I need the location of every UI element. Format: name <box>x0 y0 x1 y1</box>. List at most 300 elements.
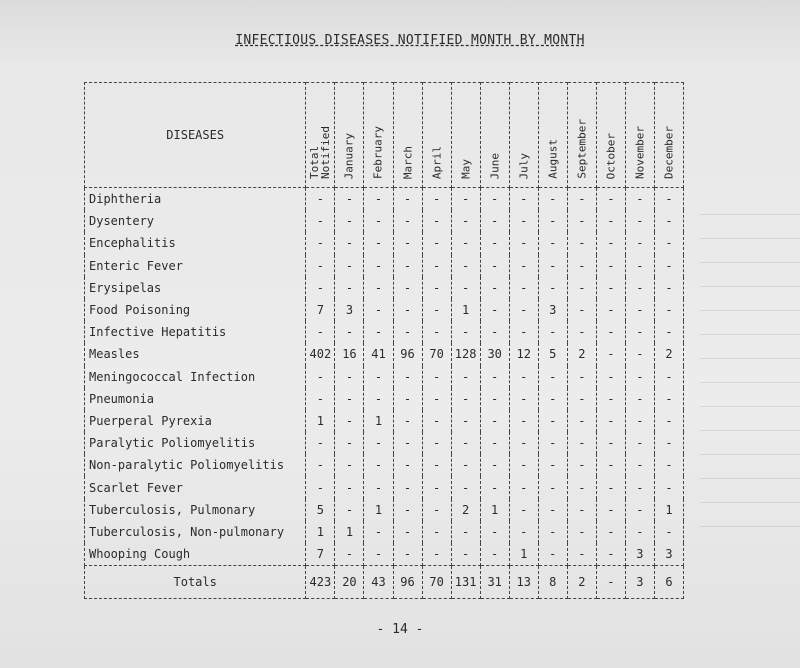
column-header-label: Total Notified <box>308 126 333 179</box>
table-cell: - <box>625 299 654 321</box>
table-cell: - <box>364 255 393 277</box>
table-cell: 7 <box>306 543 335 566</box>
disease-name: Measles <box>85 343 306 365</box>
table-cell: - <box>335 388 364 410</box>
table-row <box>85 499 684 521</box>
table-cell: - <box>625 321 654 343</box>
table-cell: - <box>306 232 335 254</box>
table-cell: - <box>625 343 654 365</box>
table-cell: - <box>422 388 451 410</box>
table-cell: - <box>538 210 567 232</box>
table-cell: - <box>451 432 480 454</box>
table-cell: - <box>422 232 451 254</box>
table-cell: - <box>422 476 451 498</box>
table-cell: 3 <box>335 299 364 321</box>
table-row <box>85 321 684 343</box>
table-cell: - <box>393 521 422 543</box>
table-cell: 1 <box>654 499 683 521</box>
table-cell: - <box>654 476 683 498</box>
table-cell: - <box>364 454 393 476</box>
totals-cell: 6 <box>654 566 683 599</box>
table-cell: - <box>364 366 393 388</box>
table-cell: - <box>596 343 625 365</box>
table-cell: - <box>625 366 654 388</box>
table-cell: - <box>509 521 538 543</box>
table-cell: 2 <box>654 343 683 365</box>
column-header-label: August <box>546 139 560 179</box>
table-cell: - <box>538 188 567 211</box>
table-cell: - <box>306 454 335 476</box>
table-cell: - <box>480 255 509 277</box>
table-row <box>85 210 684 232</box>
table-row <box>85 476 684 498</box>
table-cell: - <box>596 543 625 566</box>
table-cell: - <box>364 543 393 566</box>
table-cell: - <box>422 499 451 521</box>
column-header <box>654 83 683 188</box>
table-cell: - <box>422 521 451 543</box>
table-cell: - <box>654 521 683 543</box>
column-header-label: June <box>488 152 502 179</box>
table-cell: - <box>364 432 393 454</box>
table-cell: 7 <box>306 299 335 321</box>
table-cell: - <box>451 410 480 432</box>
column-header <box>335 83 364 188</box>
column-header <box>509 83 538 188</box>
table-cell: - <box>364 210 393 232</box>
table-cell: - <box>567 210 596 232</box>
table-cell: - <box>654 188 683 211</box>
table-cell: - <box>480 232 509 254</box>
table-cell: - <box>654 299 683 321</box>
table-cell: - <box>306 476 335 498</box>
column-header-label: November <box>633 126 647 179</box>
table-cell: - <box>393 232 422 254</box>
table-cell: - <box>509 499 538 521</box>
table-row <box>85 255 684 277</box>
table-cell: - <box>567 388 596 410</box>
diseases-column-header: DISEASES <box>85 83 306 188</box>
disease-name: Enteric Fever <box>85 255 306 277</box>
table-cell: - <box>451 188 480 211</box>
disease-name: Non-paralytic Poliomyelitis <box>85 454 306 476</box>
table-cell: - <box>509 432 538 454</box>
table-cell: - <box>625 432 654 454</box>
table-cell: - <box>654 210 683 232</box>
table-cell: - <box>451 454 480 476</box>
table-cell: - <box>596 432 625 454</box>
totals-cell: 8 <box>538 566 567 599</box>
totals-cell: 2 <box>567 566 596 599</box>
table-cell: - <box>335 255 364 277</box>
table-row <box>85 388 684 410</box>
table-cell: - <box>567 410 596 432</box>
table-cell: - <box>596 321 625 343</box>
table-cell: - <box>509 410 538 432</box>
table-cell: 3 <box>654 543 683 566</box>
table-cell: - <box>422 188 451 211</box>
table-cell: 96 <box>393 343 422 365</box>
table-cell: 1 <box>480 499 509 521</box>
table-cell: - <box>596 277 625 299</box>
table-cell: - <box>625 188 654 211</box>
table-cell: - <box>393 188 422 211</box>
table-cell: - <box>364 321 393 343</box>
table-cell: 1 <box>364 410 393 432</box>
table-cell: - <box>422 210 451 232</box>
table-cell: - <box>538 432 567 454</box>
table-cell: - <box>567 277 596 299</box>
table-cell: - <box>335 543 364 566</box>
table-cell: - <box>480 543 509 566</box>
table-row <box>85 410 684 432</box>
table-cell: - <box>538 454 567 476</box>
column-header <box>364 83 393 188</box>
table-cell: - <box>654 410 683 432</box>
table-cell: - <box>596 210 625 232</box>
disease-table-container <box>84 82 684 602</box>
totals-cell: 20 <box>335 566 364 599</box>
table-cell: - <box>364 388 393 410</box>
table-cell: - <box>596 476 625 498</box>
table-cell: - <box>509 210 538 232</box>
table-cell: - <box>480 410 509 432</box>
table-cell: - <box>538 543 567 566</box>
table-row <box>85 454 684 476</box>
table-cell: - <box>306 255 335 277</box>
disease-name: Diphtheria <box>85 188 306 211</box>
table-cell: - <box>480 188 509 211</box>
totals-cell: 43 <box>364 566 393 599</box>
table-cell: - <box>451 210 480 232</box>
totals-label: Totals <box>85 566 306 599</box>
page-title: INFECTIOUS DISEASES NOTIFIED MONTH BY MONTH <box>235 33 585 48</box>
column-header <box>567 83 596 188</box>
table-cell: - <box>567 255 596 277</box>
table-cell: - <box>364 277 393 299</box>
table-cell: - <box>625 454 654 476</box>
table-cell: - <box>596 499 625 521</box>
table-cell: 3 <box>538 299 567 321</box>
table-cell: - <box>538 476 567 498</box>
table-cell: - <box>596 366 625 388</box>
bleed-through-text <box>700 200 800 540</box>
table-cell: - <box>480 210 509 232</box>
column-header <box>393 83 422 188</box>
table-cell: 1 <box>364 499 393 521</box>
table-cell: - <box>306 210 335 232</box>
table-cell: - <box>451 476 480 498</box>
table-cell: - <box>451 366 480 388</box>
table-cell: - <box>422 299 451 321</box>
table-row <box>85 277 684 299</box>
table-row <box>85 432 684 454</box>
table-cell: - <box>364 232 393 254</box>
table-cell: 16 <box>335 343 364 365</box>
table-cell: - <box>538 521 567 543</box>
table-cell: - <box>393 476 422 498</box>
totals-cell: 96 <box>393 566 422 599</box>
table-cell: - <box>306 188 335 211</box>
table-cell: - <box>335 277 364 299</box>
table-cell: - <box>422 432 451 454</box>
table-cell: - <box>480 521 509 543</box>
table-cell: - <box>538 366 567 388</box>
table-cell: - <box>306 366 335 388</box>
disease-table <box>84 82 684 599</box>
table-row <box>85 299 684 321</box>
table-cell: - <box>335 210 364 232</box>
table-cell: - <box>422 366 451 388</box>
table-cell: - <box>480 476 509 498</box>
table-cell: - <box>567 454 596 476</box>
table-cell: - <box>393 499 422 521</box>
table-cell: - <box>306 321 335 343</box>
table-cell: - <box>567 299 596 321</box>
page-number: - 14 - <box>376 622 424 637</box>
table-cell: - <box>393 277 422 299</box>
table-cell: - <box>567 543 596 566</box>
table-cell: - <box>393 366 422 388</box>
column-header-label: October <box>604 132 618 179</box>
table-cell: - <box>306 388 335 410</box>
table-cell: - <box>393 255 422 277</box>
table-cell: - <box>654 388 683 410</box>
disease-name: Meningococcal Infection <box>85 366 306 388</box>
totals-cell: 31 <box>480 566 509 599</box>
table-cell: - <box>393 299 422 321</box>
table-cell: - <box>509 232 538 254</box>
table-cell: - <box>335 188 364 211</box>
table-cell: 2 <box>451 499 480 521</box>
table-cell: - <box>335 454 364 476</box>
table-body <box>85 188 684 599</box>
table-cell: - <box>625 232 654 254</box>
table-cell: - <box>393 543 422 566</box>
table-cell: - <box>451 232 480 254</box>
disease-name: Puerperal Pyrexia <box>85 410 306 432</box>
table-cell: - <box>451 321 480 343</box>
table-cell: - <box>393 410 422 432</box>
table-cell: - <box>509 388 538 410</box>
column-header <box>422 83 451 188</box>
disease-name: Paralytic Poliomyelitis <box>85 432 306 454</box>
table-cell: - <box>596 255 625 277</box>
table-cell: - <box>567 499 596 521</box>
table-cell: - <box>625 476 654 498</box>
table-cell: - <box>538 388 567 410</box>
column-header-label: December <box>662 126 676 179</box>
column-header-label: January <box>342 132 356 179</box>
table-cell: 1 <box>509 543 538 566</box>
column-header-label: May <box>459 159 473 179</box>
table-cell: - <box>625 388 654 410</box>
table-cell: 30 <box>480 343 509 365</box>
table-cell: - <box>480 277 509 299</box>
table-row <box>85 343 684 365</box>
column-header <box>596 83 625 188</box>
disease-name: Infective Hepatitis <box>85 321 306 343</box>
table-cell: 12 <box>509 343 538 365</box>
table-cell: - <box>335 232 364 254</box>
table-cell: - <box>509 366 538 388</box>
table-cell: - <box>480 388 509 410</box>
table-cell: - <box>480 454 509 476</box>
table-cell: - <box>451 543 480 566</box>
table-header-row <box>85 83 684 188</box>
table-cell: - <box>596 388 625 410</box>
table-cell: - <box>480 299 509 321</box>
table-cell: 402 <box>306 343 335 365</box>
table-cell: - <box>567 366 596 388</box>
table-row <box>85 188 684 211</box>
table-cell: 70 <box>422 343 451 365</box>
column-header-label: April <box>430 145 444 179</box>
table-cell: - <box>596 521 625 543</box>
table-cell: - <box>567 476 596 498</box>
table-cell: - <box>567 321 596 343</box>
totals-cell: 3 <box>625 566 654 599</box>
table-cell: - <box>393 210 422 232</box>
table-cell: 1 <box>335 521 364 543</box>
table-cell: - <box>625 210 654 232</box>
table-cell: - <box>538 232 567 254</box>
table-cell: - <box>422 543 451 566</box>
table-cell: - <box>538 321 567 343</box>
table-cell: - <box>567 521 596 543</box>
table-cell: 128 <box>451 343 480 365</box>
table-cell: - <box>625 255 654 277</box>
table-cell: - <box>306 277 335 299</box>
table-cell: - <box>596 410 625 432</box>
table-cell: - <box>335 476 364 498</box>
table-cell: - <box>509 277 538 299</box>
table-cell: - <box>538 255 567 277</box>
disease-name: Pneumonia <box>85 388 306 410</box>
table-cell: - <box>625 410 654 432</box>
table-cell: - <box>567 432 596 454</box>
table-row <box>85 232 684 254</box>
table-cell: 1 <box>306 521 335 543</box>
table-cell: - <box>422 410 451 432</box>
table-cell: - <box>538 499 567 521</box>
table-cell: - <box>364 299 393 321</box>
table-cell: - <box>596 454 625 476</box>
table-cell: - <box>596 232 625 254</box>
table-cell: - <box>509 321 538 343</box>
column-header <box>451 83 480 188</box>
disease-name: Erysipelas <box>85 277 306 299</box>
table-cell: - <box>538 410 567 432</box>
table-cell: - <box>509 476 538 498</box>
table-cell: - <box>451 277 480 299</box>
disease-name: Dysentery <box>85 210 306 232</box>
table-cell: 41 <box>364 343 393 365</box>
disease-name: Food Poisoning <box>85 299 306 321</box>
table-cell: - <box>393 321 422 343</box>
table-cell: - <box>393 454 422 476</box>
disease-name: Tuberculosis, Pulmonary <box>85 499 306 521</box>
table-cell: - <box>480 432 509 454</box>
table-cell: - <box>654 321 683 343</box>
table-cell: - <box>654 232 683 254</box>
table-cell: - <box>509 188 538 211</box>
table-cell: - <box>625 521 654 543</box>
table-cell: - <box>654 454 683 476</box>
table-cell: - <box>451 388 480 410</box>
column-header-label: February <box>371 126 385 179</box>
column-header <box>306 83 335 188</box>
table-cell: - <box>625 499 654 521</box>
table-cell: 2 <box>567 343 596 365</box>
totals-cell: 13 <box>509 566 538 599</box>
column-header <box>625 83 654 188</box>
table-cell: - <box>654 432 683 454</box>
table-cell: - <box>422 277 451 299</box>
disease-name: Scarlet Fever <box>85 476 306 498</box>
table-cell: - <box>335 366 364 388</box>
table-cell: - <box>306 432 335 454</box>
table-cell: - <box>654 255 683 277</box>
disease-name: Tuberculosis, Non-pulmonary <box>85 521 306 543</box>
column-header-label: July <box>517 152 531 179</box>
table-cell: - <box>596 299 625 321</box>
table-cell: 1 <box>451 299 480 321</box>
table-cell: - <box>480 321 509 343</box>
table-cell: - <box>335 410 364 432</box>
totals-cell: 131 <box>451 566 480 599</box>
table-cell: 1 <box>306 410 335 432</box>
table-row <box>85 366 684 388</box>
table-cell: - <box>451 255 480 277</box>
table-cell: - <box>335 432 364 454</box>
table-cell: - <box>422 255 451 277</box>
column-header-label: March <box>401 145 415 179</box>
table-cell: - <box>538 277 567 299</box>
column-header-label: September <box>575 119 589 179</box>
totals-cell: 423 <box>306 566 335 599</box>
table-cell: - <box>654 366 683 388</box>
table-cell: - <box>364 521 393 543</box>
disease-name: Whooping Cough <box>85 543 306 566</box>
table-cell: - <box>393 432 422 454</box>
table-cell: - <box>451 521 480 543</box>
table-cell: 5 <box>306 499 335 521</box>
table-cell: - <box>335 321 364 343</box>
table-cell: - <box>364 476 393 498</box>
table-cell: - <box>654 277 683 299</box>
table-cell: - <box>509 299 538 321</box>
disease-name: Encephalitis <box>85 232 306 254</box>
column-header <box>538 83 567 188</box>
table-cell: - <box>422 321 451 343</box>
table-cell: - <box>422 454 451 476</box>
table-cell: - <box>335 499 364 521</box>
table-cell: - <box>509 255 538 277</box>
column-header <box>480 83 509 188</box>
table-cell: - <box>596 188 625 211</box>
table-row <box>85 521 684 543</box>
totals-row <box>85 566 684 599</box>
table-cell: - <box>364 188 393 211</box>
table-cell: - <box>393 388 422 410</box>
totals-cell: 70 <box>422 566 451 599</box>
table-cell: - <box>567 188 596 211</box>
table-row <box>85 543 684 566</box>
table-cell: 3 <box>625 543 654 566</box>
table-cell: 5 <box>538 343 567 365</box>
table-cell: - <box>480 366 509 388</box>
